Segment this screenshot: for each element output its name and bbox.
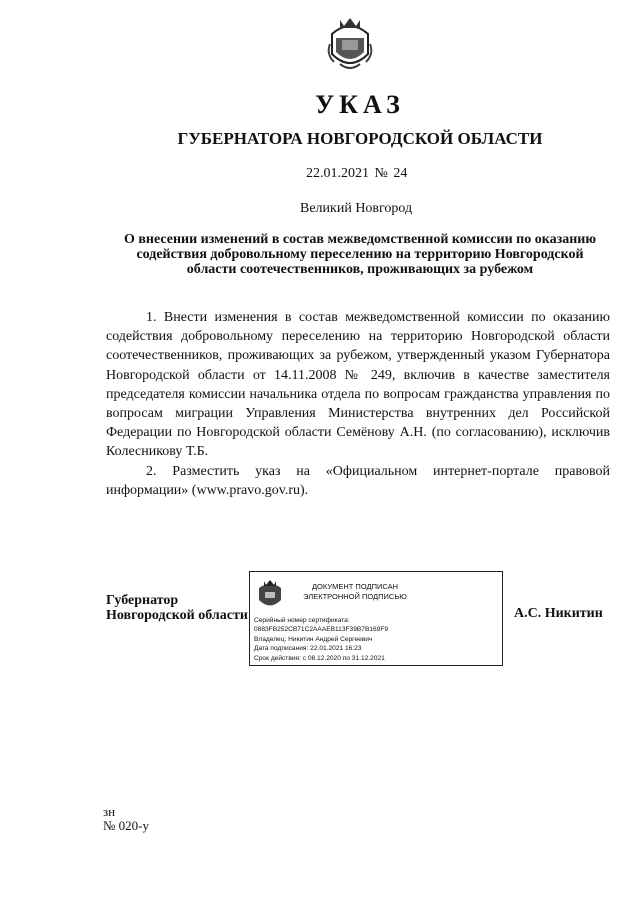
footer-line: зн (103, 804, 116, 819)
document-number: № 24 (374, 166, 408, 181)
city-line: Великий Новгород (300, 201, 413, 216)
stamp-owner: Владелец: Никитин Андрей Сергеевич (254, 635, 373, 643)
document-subject: О внесении изменений в состав межведомственной комиссии по оказанию содействия добровольному переселению на территорию Новгородской области соотечественников, проживающих за рубежом (123, 232, 597, 277)
electronic-signature-stamp (249, 571, 503, 666)
stamp-serial-label: Серийный номер сертификата: (254, 617, 350, 624)
stamp-signed-date: Дата подписания: 22.01.2021 16:23 (254, 645, 362, 653)
stamp-heading (296, 582, 414, 602)
coat-of-arms-icon (256, 578, 284, 612)
signatory-position-line: Губернатор (106, 593, 179, 608)
signatory-position-line: Новгородской области (106, 608, 248, 623)
document-date: 22.01.2021 (306, 166, 369, 181)
document-type-title: УКАЗ (315, 90, 405, 119)
body-paragraph: 2. Разместить указ на «Официальном интернет-портале правовой информации» (www.pravo.gov.ru). (106, 463, 610, 498)
body-paragraph: 1. Внести изменения в состав межведомственной комиссии по оказанию содействия добровольному переселению на территорию Новгородской области соотечественников, проживающих за рубежом, утвержденный указом Губернатора Новгородской области от 14.11.2008 № 249, включив в качестве заместителя председателя комиссии начальника отдела по вопросам гражданства управления по вопросам миграции Управления Министерства внутренних дел Российской Федерации по Новгородской области Семёнову А.Н. (по согласованию), исключив Колесникову Т.Б. (106, 310, 610, 460)
issuer-title: ГУБЕРНАТОРА НОВГОРОДСКОЙ ОБЛАСТИ (177, 129, 543, 148)
stamp-details (254, 616, 388, 663)
signatory-name: А.С. Никитин (514, 606, 603, 621)
stamp-validity: Срок действия: с 08.12.2020 по 31.12.2021 (254, 654, 385, 662)
novgorod-coat-of-arms-emblem (326, 14, 374, 74)
date-number-line (306, 166, 407, 182)
stamp-title-line: ДОКУМЕНТ ПОДПИСАН (311, 582, 399, 591)
signatory-position (106, 593, 248, 623)
footer-code (103, 805, 149, 833)
stamp-title-line: ЭЛЕКТРОННОЙ ПОДПИСЬЮ (303, 592, 407, 601)
stamp-serial: 0883FB252CB71C2AAAEB113F39B7B169F9 (254, 626, 389, 634)
document-body (106, 308, 610, 500)
footer-line: № 020-у (103, 818, 149, 833)
